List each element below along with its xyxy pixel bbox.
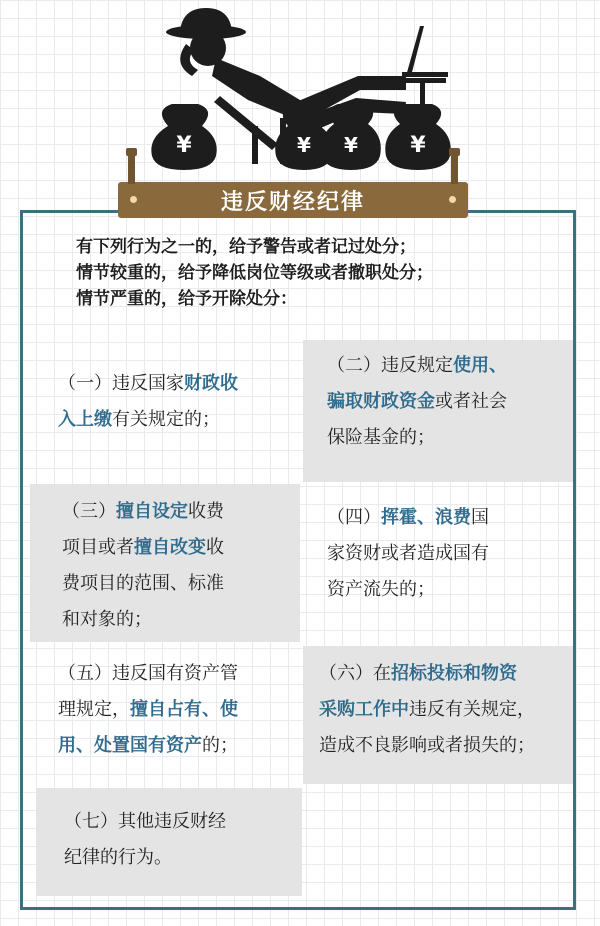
title-banner	[118, 182, 468, 218]
item-text: 收费	[188, 501, 224, 522]
item-text: （六）在	[319, 663, 391, 684]
svg-text:¥: ¥	[297, 133, 311, 157]
money-bag-icon	[151, 104, 216, 170]
item-text: 理规定，	[58, 699, 130, 720]
violation-item-4	[303, 500, 573, 630]
item-text-line	[64, 840, 292, 876]
item-text: （七）其他违反财经	[64, 811, 226, 832]
item-text-line	[327, 420, 563, 456]
item-text: 资产流失的；	[327, 579, 435, 600]
item-text: 国	[471, 507, 489, 528]
intro-line: 情节较重的，给予降低岗位等级或者撤职处分；	[76, 263, 433, 283]
svg-text:¥: ¥	[344, 133, 358, 157]
item-text: 和对象的；	[62, 609, 152, 630]
item-text: 违反有关规定，	[409, 699, 535, 720]
item-text: （一）违反国家	[58, 373, 184, 394]
item-text: （四）	[327, 507, 381, 528]
highlight-text: 擅自改变	[134, 537, 206, 558]
highlight-text: 挥霍、浪费	[381, 507, 471, 528]
svg-text:¥: ¥	[176, 133, 192, 158]
intro-line: 有下列行为之一的，给予警告或者记过处分；	[76, 237, 416, 257]
item-text: 项目或者	[62, 537, 134, 558]
item-text-line	[327, 572, 563, 608]
item-text-line	[319, 692, 563, 728]
item-text-line	[62, 494, 290, 530]
highlight-text: 使用、	[453, 355, 507, 376]
banner-rivet-icon	[449, 196, 456, 203]
violation-item-2	[303, 340, 573, 482]
highlight-text: 擅自占有、使	[130, 699, 238, 720]
item-text-line	[58, 402, 293, 438]
page-title: 违反财经纪律	[220, 189, 365, 215]
banner-post	[128, 154, 135, 184]
item-text: 有关规定的；	[112, 409, 220, 430]
intro-line: 情节严重的，给予开除处分：	[76, 289, 297, 309]
item-text-line	[327, 348, 563, 384]
item-text-line	[58, 728, 293, 764]
intro-text	[76, 234, 576, 312]
highlight-text: 用、处置国有资产	[58, 735, 202, 756]
item-text-line	[62, 530, 290, 566]
item-text: （三）	[62, 501, 116, 522]
item-text-line	[64, 804, 292, 840]
money-bag-icon	[321, 104, 381, 170]
item-text-line	[58, 692, 293, 728]
item-text-line	[58, 366, 293, 402]
item-text: （五）违反国有资产管	[58, 663, 238, 684]
item-text-line	[327, 536, 563, 572]
item-text: 造成不良影响或者损失的；	[319, 735, 535, 756]
item-text: 收	[206, 537, 224, 558]
highlight-text: 采购工作中	[319, 699, 409, 720]
highlight-text: 财政收	[184, 373, 238, 394]
money-bag-icon	[385, 104, 450, 170]
highlight-text: 招标投标和物资	[391, 663, 517, 684]
item-text: 纪律的行为。	[64, 847, 172, 868]
item-text-line	[319, 728, 563, 764]
item-text: 费项目的范围、标准	[62, 573, 224, 594]
hero-illustration	[120, 6, 480, 184]
violation-item-1	[48, 364, 303, 474]
item-text-line	[62, 566, 290, 602]
highlight-text: 擅自设定	[116, 501, 188, 522]
item-text: 家资财或者造成国有	[327, 543, 489, 564]
violation-item-7	[36, 788, 302, 896]
item-text: 的；	[202, 735, 238, 756]
item-text-line	[58, 656, 293, 692]
item-text-line	[327, 384, 563, 420]
item-text-line	[62, 602, 290, 638]
violation-item-5	[48, 656, 303, 776]
highlight-text: 骗取财政资金	[327, 391, 435, 412]
violation-item-3	[30, 484, 300, 642]
item-text-line	[319, 656, 563, 692]
banner-post-cap	[449, 148, 460, 156]
banner-rivet-icon	[130, 196, 137, 203]
svg-text:¥: ¥	[410, 133, 426, 158]
banner-post	[451, 154, 458, 184]
violation-item-6	[303, 646, 573, 784]
highlight-text: 入上缴	[58, 409, 112, 430]
banner-post-cap	[126, 148, 137, 156]
item-text-line	[327, 500, 563, 536]
item-text: 保险基金的；	[327, 427, 435, 448]
item-text: （二）违反规定	[327, 355, 453, 376]
item-text: 或者社会	[435, 391, 507, 412]
